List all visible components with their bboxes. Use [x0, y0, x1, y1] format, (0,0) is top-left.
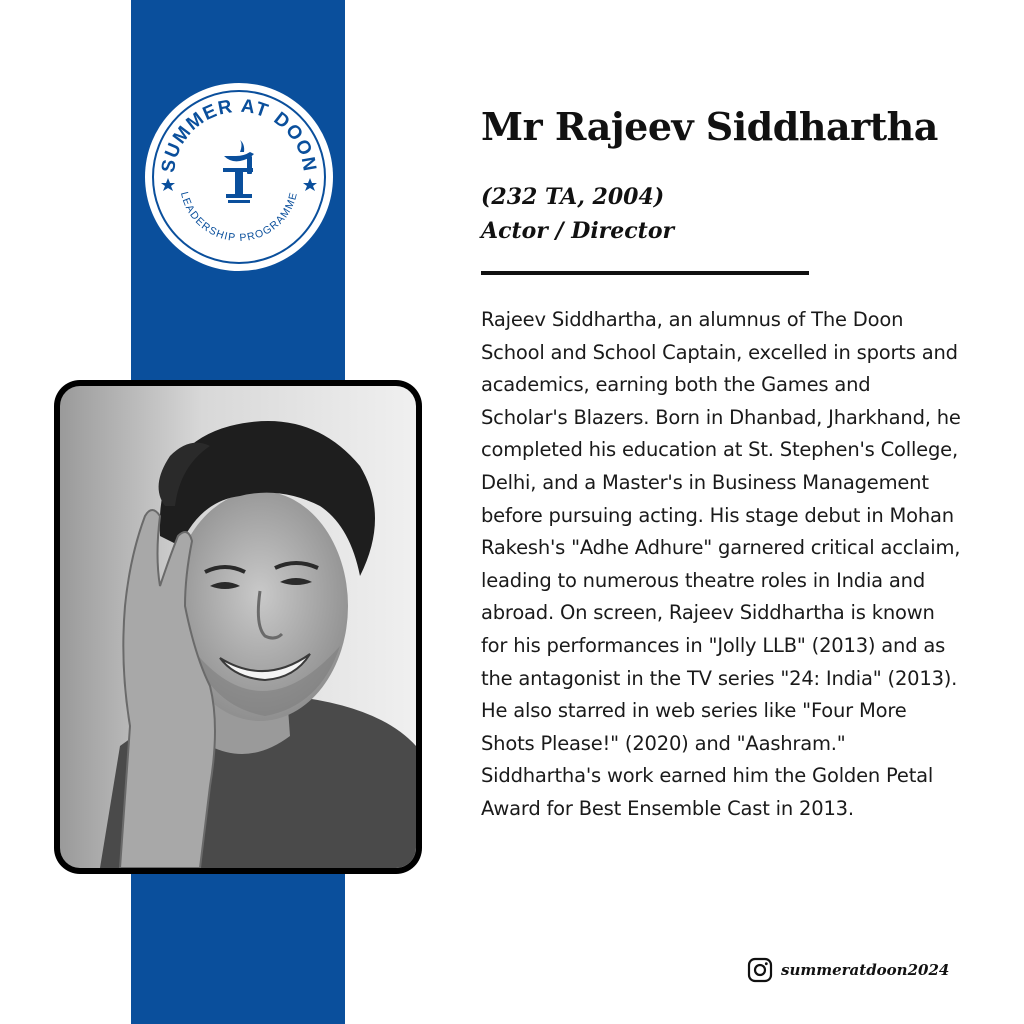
portrait-frame [54, 380, 422, 874]
instagram-icon [747, 957, 773, 983]
portrait-photo [60, 386, 416, 868]
logo-bottom-text: LEADERSHIP PROGRAMME [177, 190, 301, 245]
biography-text: Rajeev Siddhartha, an alumnus of The Doon School and School Captain, excelled in sports and academics, earning both the Games and Scholar's Blazers. Born in Dhanbad, Jharkhand, he completed his education at St. Stephen's College, Delhi, and a Master's in Business Management before pursuing acting. His stage debut in Mohan Rakesh's "Adhe Adhure" garnered critical acclaim, leading to numerous theatre roles in India and abroad. On screen, Rajeev Siddhartha is known for his performances in "Jolly LLB" (2013) and as the antagonist in the TV series "24: India" (2013). He also starred in web series like "Four More Shots Please!" (2020) and "Aashram." Siddhartha's work earned him the Golden Petal Award for Best Ensemble Cast in 2013. [481, 308, 961, 820]
divider [481, 271, 809, 275]
person-name: Mr Rajeev Siddhartha [481, 104, 938, 149]
instagram-handle-text: summeratdoon2024 [781, 961, 950, 979]
person-meta [481, 180, 674, 248]
role-text: Actor / Director [481, 218, 675, 244]
instagram-handle[interactable] [747, 956, 949, 984]
logo-top-text: SUMMER AT DOON [157, 95, 321, 175]
summer-at-doon-logo [144, 82, 334, 272]
batch-text: (232 TA, 2004) [481, 184, 665, 210]
